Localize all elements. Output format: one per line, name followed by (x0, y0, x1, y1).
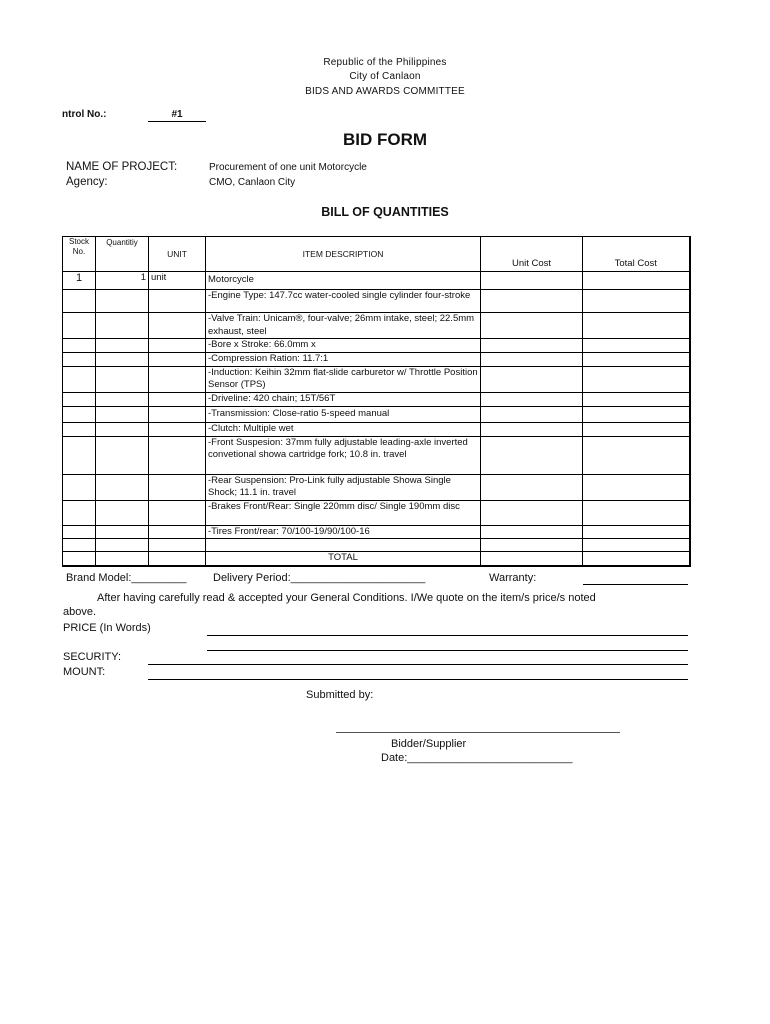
table-row (63, 313, 690, 339)
amount-line (148, 679, 688, 680)
brand-model-field: Brand Model:_________ (66, 572, 187, 584)
agency-label: Agency: (66, 176, 108, 188)
bidder-supplier-label: Bidder/Supplier (391, 738, 467, 750)
description-cell: -Transmission: Close-ratio 5-speed manual (206, 406, 481, 422)
warranty-label: Warranty: (489, 572, 537, 584)
header-item-description: ITEM DESCRIPTION (206, 237, 481, 272)
header-quantity: Quantitiy (96, 237, 149, 272)
table-row (63, 366, 690, 392)
table-row (63, 500, 690, 525)
security-label: SECURITY: (63, 651, 122, 663)
description-cell: -Clutch: Multiple wet (206, 422, 481, 436)
header-stock-no: Stock No. (63, 237, 96, 272)
price-in-words-label: PRICE (In Words) (63, 622, 151, 634)
description-cell: -Driveline: 420 chain; 15T/56T (206, 392, 481, 406)
statement-line-2: above. (63, 606, 97, 618)
description-cell: -Brakes Front/Rear: Single 220mm disc/ Single 190mm disc (206, 500, 481, 525)
description-cell: -Rear Suspension: Pro-Link fully adjustable Showa Single Shock; 11.1 in. travel (206, 474, 481, 500)
amount-label: MOUNT: (63, 666, 106, 678)
header-city: City of Canlaon (349, 71, 421, 82)
description-cell: -Induction: Keihin 32mm flat-slide carburetor w/ Throttle Position Sensor (TPS) (206, 366, 481, 392)
total-cost-cell (583, 272, 690, 290)
header-committee: BIDS AND AWARDS COMMITTEE (305, 86, 465, 97)
project-name-value: Procurement of one unit Motorcycle (209, 162, 367, 173)
control-number-value: #1 (148, 109, 206, 122)
agency-value: CMO, Canlaon City (209, 177, 296, 188)
total-unit-cost-cell (481, 552, 583, 566)
bill-of-quantities-table (62, 236, 691, 567)
description-cell: -Tires Front/rear: 70/100-19/90/100-16 (206, 525, 481, 539)
project-name-label: NAME OF PROJECT: (66, 161, 178, 173)
table-row (63, 272, 690, 290)
description-cell: -Engine Type: 147.7cc water-cooled single cylinder four-stroke (206, 290, 481, 313)
table-header-row (63, 237, 690, 272)
price-in-words-line-1 (207, 635, 688, 636)
description-cell: -Bore x Stroke: 66.0mm x (206, 339, 481, 353)
boq-title: BILL OF QUANTITIES (321, 205, 449, 219)
table-row (63, 290, 690, 313)
warranty-line (583, 584, 688, 585)
table-row (63, 352, 690, 366)
unit-cell: unit (149, 272, 206, 290)
unit-cost-cell (481, 272, 583, 290)
description-cell: -Front Suspesion: 37mm fully adjustable leading-axle inverted convetional showa cartridge fork; 10.8 in. travel (206, 436, 481, 474)
header-total-cost: Total Cost (583, 237, 690, 272)
table-row (63, 474, 690, 500)
total-label: TOTAL (206, 552, 481, 566)
table-row (63, 422, 690, 436)
header-unit: UNIT (149, 237, 206, 272)
header-unit-cost: Unit Cost (481, 237, 583, 272)
total-row (63, 552, 690, 566)
quantity-cell: 1 (96, 272, 149, 290)
description-cell: -Valve Train: Unicam®, four-valve; 26mm intake, steel; 22.5mm exhaust, steel (206, 313, 481, 339)
description-cell (206, 539, 481, 552)
table-row (63, 339, 690, 353)
control-number-label: ntrol No.: (62, 109, 107, 120)
description-cell: -Compression Ration: 11.7:1 (206, 352, 481, 366)
bid-form-title: BID FORM (342, 130, 428, 149)
table-row (63, 406, 690, 422)
table-row (63, 539, 690, 552)
signature-line (336, 732, 620, 733)
total-amount-cell (583, 552, 690, 566)
table-row (63, 436, 690, 474)
security-line (148, 664, 688, 665)
description-cell: Motorcycle (206, 272, 481, 290)
stock-no-cell: 1 (63, 272, 96, 290)
table-row (63, 392, 690, 406)
delivery-period-field: Delivery Period:______________________ (213, 572, 426, 584)
table-row (63, 525, 690, 539)
date-field: Date:___________________________ (381, 752, 573, 764)
header-republic: Republic of the Philippines (323, 57, 447, 68)
price-in-words-line-2 (207, 650, 688, 651)
submitted-by-label: Submitted by: (306, 689, 374, 701)
statement-line-1: After having carefully read & accepted your General Conditions. I/We quote on the item/s price/s noted (97, 592, 596, 604)
